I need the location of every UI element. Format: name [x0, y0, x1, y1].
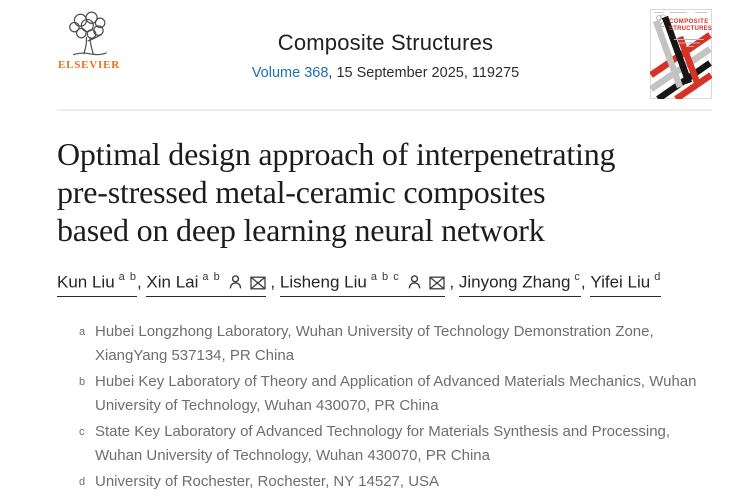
affiliation-list — [57, 320, 712, 494]
journal-issue-line — [121, 65, 650, 81]
cover-title-line1: COMPOSITE — [669, 19, 709, 25]
person-icon[interactable] — [407, 274, 422, 290]
author-separator: , — [444, 272, 459, 292]
affiliation-label: a — [79, 325, 86, 338]
affiliation-label: d — [79, 475, 86, 488]
journal-cover-art — [650, 9, 712, 99]
author-name: Jinyong Zhang — [458, 272, 571, 292]
person-icon[interactable] — [228, 274, 243, 290]
author-link[interactable] — [459, 272, 581, 297]
issue-date-text: , 15 September 2025, 119275 — [328, 65, 520, 81]
affiliation-item — [57, 420, 712, 468]
affiliation-label: c — [79, 425, 85, 438]
affiliation-text: Hubei Key Laboratory of Theory and Application of Advanced Materials Mechanics, Wuhan University of Technology, Wuhan 430070, PR China — [95, 372, 697, 414]
author-name: Yifei Liu — [590, 272, 651, 292]
author-affiliation-sup: c — [574, 271, 581, 283]
elsevier-wordmark: ELSEVIER — [57, 59, 121, 71]
author-affiliation-sup: d — [654, 271, 662, 283]
author-separator: , — [136, 272, 147, 292]
affiliation-text: University of Rochester, Rochester, NY 14527, USA — [95, 472, 440, 490]
author-name: Lisheng Liu — [279, 272, 367, 292]
affiliation-text: Hubei Longzhong Laboratory, Wuhan University of Technology Demonstration Zone, XiangYang 537134, PR China — [95, 322, 654, 364]
article-title-line: pre-stressed metal-ceramic composites — [57, 174, 546, 210]
article-title-line: based on deep learning neural network — [57, 212, 545, 248]
affiliation-text: State Key Laboratory of Advanced Technology for Materials Synthesis and Processing, Wuhan University of Technology, Wuhan 430070, PR China — [95, 422, 671, 464]
author-separator: , — [580, 272, 591, 292]
mail-icon[interactable] — [429, 276, 445, 290]
article-title — [57, 135, 712, 249]
elsevier-logo[interactable] — [57, 8, 121, 71]
author-name: Xin Lai — [146, 272, 199, 292]
journal-info — [121, 8, 650, 81]
author-affiliation-sup: a b — [202, 271, 221, 283]
cover-title-line2: STRUCTURES — [669, 26, 712, 32]
journal-title: Composite Structures — [277, 30, 494, 55]
author-affiliation-sup: a b — [118, 271, 137, 283]
article-title-line: Optimal design approach of interpenetrating — [57, 136, 616, 172]
affiliation-item — [57, 320, 712, 368]
elsevier-tree-icon — [63, 10, 115, 58]
header-divider — [57, 109, 712, 111]
journal-banner — [57, 8, 712, 99]
affiliation-label: b — [79, 375, 86, 388]
author-affiliation-sup: a b c — [370, 271, 400, 283]
affiliation-item — [57, 470, 712, 494]
affiliation-item — [57, 370, 712, 418]
mail-icon[interactable] — [250, 276, 266, 290]
author-list — [57, 272, 712, 297]
author-name: Kun Liu — [57, 272, 115, 292]
author-link[interactable] — [146, 272, 265, 297]
author-separator: , — [265, 272, 280, 292]
author-link[interactable] — [280, 272, 445, 297]
volume-link[interactable]: Volume 368 — [251, 65, 329, 81]
author-link[interactable] — [590, 272, 661, 297]
journal-cover-thumbnail[interactable] — [650, 9, 712, 99]
author-link[interactable] — [57, 272, 137, 297]
